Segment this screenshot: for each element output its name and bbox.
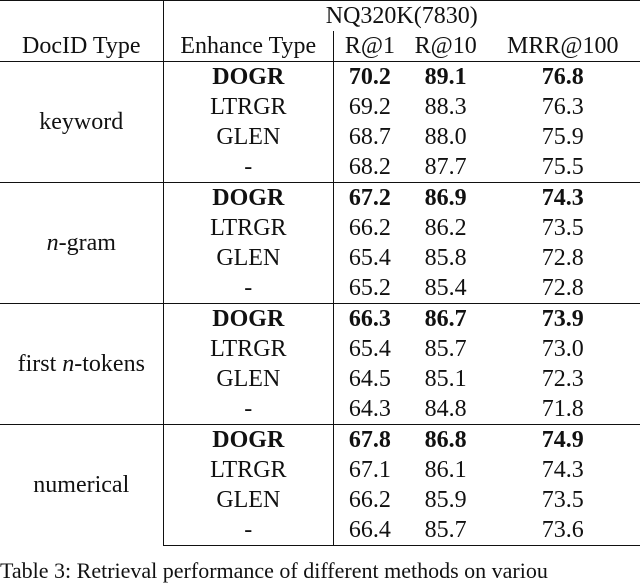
r10-cell: 89.1 <box>406 62 486 93</box>
table-row <box>0 425 640 456</box>
r10-cell: 88.3 <box>424 93 467 120</box>
enhance-type-cell: - <box>163 394 334 425</box>
r1-cell: 65.4 <box>348 244 391 271</box>
r1-cell: 65.4 <box>348 335 391 362</box>
enhance-type-cell: GLEN <box>163 243 334 273</box>
mrr100-cell: 75.9 <box>541 123 584 150</box>
mrr100-header: MRR@100 <box>507 32 619 59</box>
header-empty-cell <box>0 1 163 32</box>
dataset-header: NQ320K(7830) <box>163 1 640 32</box>
docid-math-variable: n <box>62 350 75 377</box>
enhance-type-cell: - <box>163 273 334 304</box>
table-row <box>0 62 640 93</box>
r10-cell: 85.8 <box>424 244 467 271</box>
enhance-type-cell: GLEN <box>163 364 334 394</box>
enhance-type-cell: GLEN <box>163 485 334 515</box>
column-header-row <box>0 31 640 62</box>
mrr100-cell: 72.8 <box>541 274 584 301</box>
mrr100-cell: 72.8 <box>541 244 584 271</box>
enhance-type-cell: DOGR <box>163 425 334 456</box>
mrr100-cell: 72.3 <box>541 365 584 392</box>
r1-cell: 67.8 <box>334 425 406 456</box>
mrr100-cell: 74.9 <box>486 425 640 456</box>
r10-cell: 85.4 <box>424 274 467 301</box>
r10-cell: 86.7 <box>406 304 486 335</box>
r1-cell: 66.2 <box>348 486 391 513</box>
table-row <box>0 304 640 335</box>
enhance-type-cell: GLEN <box>163 122 334 152</box>
docid-suffix: -gram <box>58 229 116 256</box>
enhance-type-cell: DOGR <box>163 62 334 93</box>
r1-cell: 68.2 <box>348 153 391 180</box>
r10-cell: 85.7 <box>406 515 486 546</box>
docid-math-variable: n <box>46 229 59 256</box>
group-header-row <box>0 1 640 32</box>
mrr100-cell: 73.9 <box>486 304 640 335</box>
r1-cell: 67.2 <box>334 183 406 214</box>
enhance-type-header: Enhance Type <box>163 31 334 62</box>
r10-cell: 84.8 <box>424 395 467 422</box>
r1-cell: 66.2 <box>348 214 391 241</box>
docid-suffix: keyword <box>39 108 124 135</box>
enhance-type-cell: DOGR <box>163 304 334 335</box>
table-caption: Table 3: Retrieval performance of different methods on variou <box>0 558 548 583</box>
mrr100-cell: 76.3 <box>541 93 584 120</box>
r1-cell: 70.2 <box>334 62 406 93</box>
r10-cell: 86.9 <box>406 183 486 214</box>
mrr100-cell: 74.3 <box>541 456 584 483</box>
enhance-type-cell: LTRGR <box>163 92 334 122</box>
enhance-type-cell: - <box>163 515 334 546</box>
r10-cell: 87.7 <box>424 153 467 180</box>
docid-type-cell <box>0 62 163 183</box>
r1-header: R@1 <box>344 32 395 59</box>
r10-cell: 85.1 <box>424 365 467 392</box>
docid-prefix: first <box>17 350 63 377</box>
r1-cell: 68.7 <box>348 123 391 150</box>
r1-cell: 64.3 <box>348 395 391 422</box>
mrr100-cell: 76.8 <box>486 62 640 93</box>
enhance-type-cell: - <box>163 152 334 183</box>
mrr100-cell: 73.6 <box>486 515 640 546</box>
docid-type-cell <box>0 425 163 546</box>
r1-cell: 67.1 <box>348 456 391 483</box>
mrr100-cell: 71.8 <box>541 395 584 422</box>
r10-header: R@10 <box>414 32 477 59</box>
docid-type-header: DocID Type <box>0 31 163 62</box>
mrr100-cell: 73.5 <box>541 486 584 513</box>
enhance-type-cell: LTRGR <box>163 334 334 364</box>
docid-type-cell <box>0 183 163 304</box>
mrr100-cell: 75.5 <box>541 153 584 180</box>
enhance-type-cell: DOGR <box>163 183 334 214</box>
r10-cell: 86.8 <box>406 425 486 456</box>
r10-cell: 86.2 <box>424 214 467 241</box>
mrr100-cell: 73.0 <box>541 335 584 362</box>
r10-cell: 85.7 <box>424 335 467 362</box>
enhance-type-cell: LTRGR <box>163 455 334 485</box>
r1-cell: 66.3 <box>334 304 406 335</box>
r10-cell: 85.9 <box>424 486 467 513</box>
table-row <box>0 183 640 214</box>
mrr100-cell: 74.3 <box>486 183 640 214</box>
enhance-type-cell: LTRGR <box>163 213 334 243</box>
docid-type-cell <box>0 304 163 425</box>
r1-cell: 65.2 <box>348 274 391 301</box>
r10-cell: 86.1 <box>424 456 467 483</box>
r1-cell: 64.5 <box>348 365 391 392</box>
docid-suffix: numerical <box>33 471 130 498</box>
docid-suffix: -tokens <box>74 350 145 377</box>
mrr100-cell: 73.5 <box>541 214 584 241</box>
r1-cell: 66.4 <box>334 515 406 546</box>
r10-cell: 88.0 <box>424 123 467 150</box>
r1-cell: 69.2 <box>348 93 391 120</box>
